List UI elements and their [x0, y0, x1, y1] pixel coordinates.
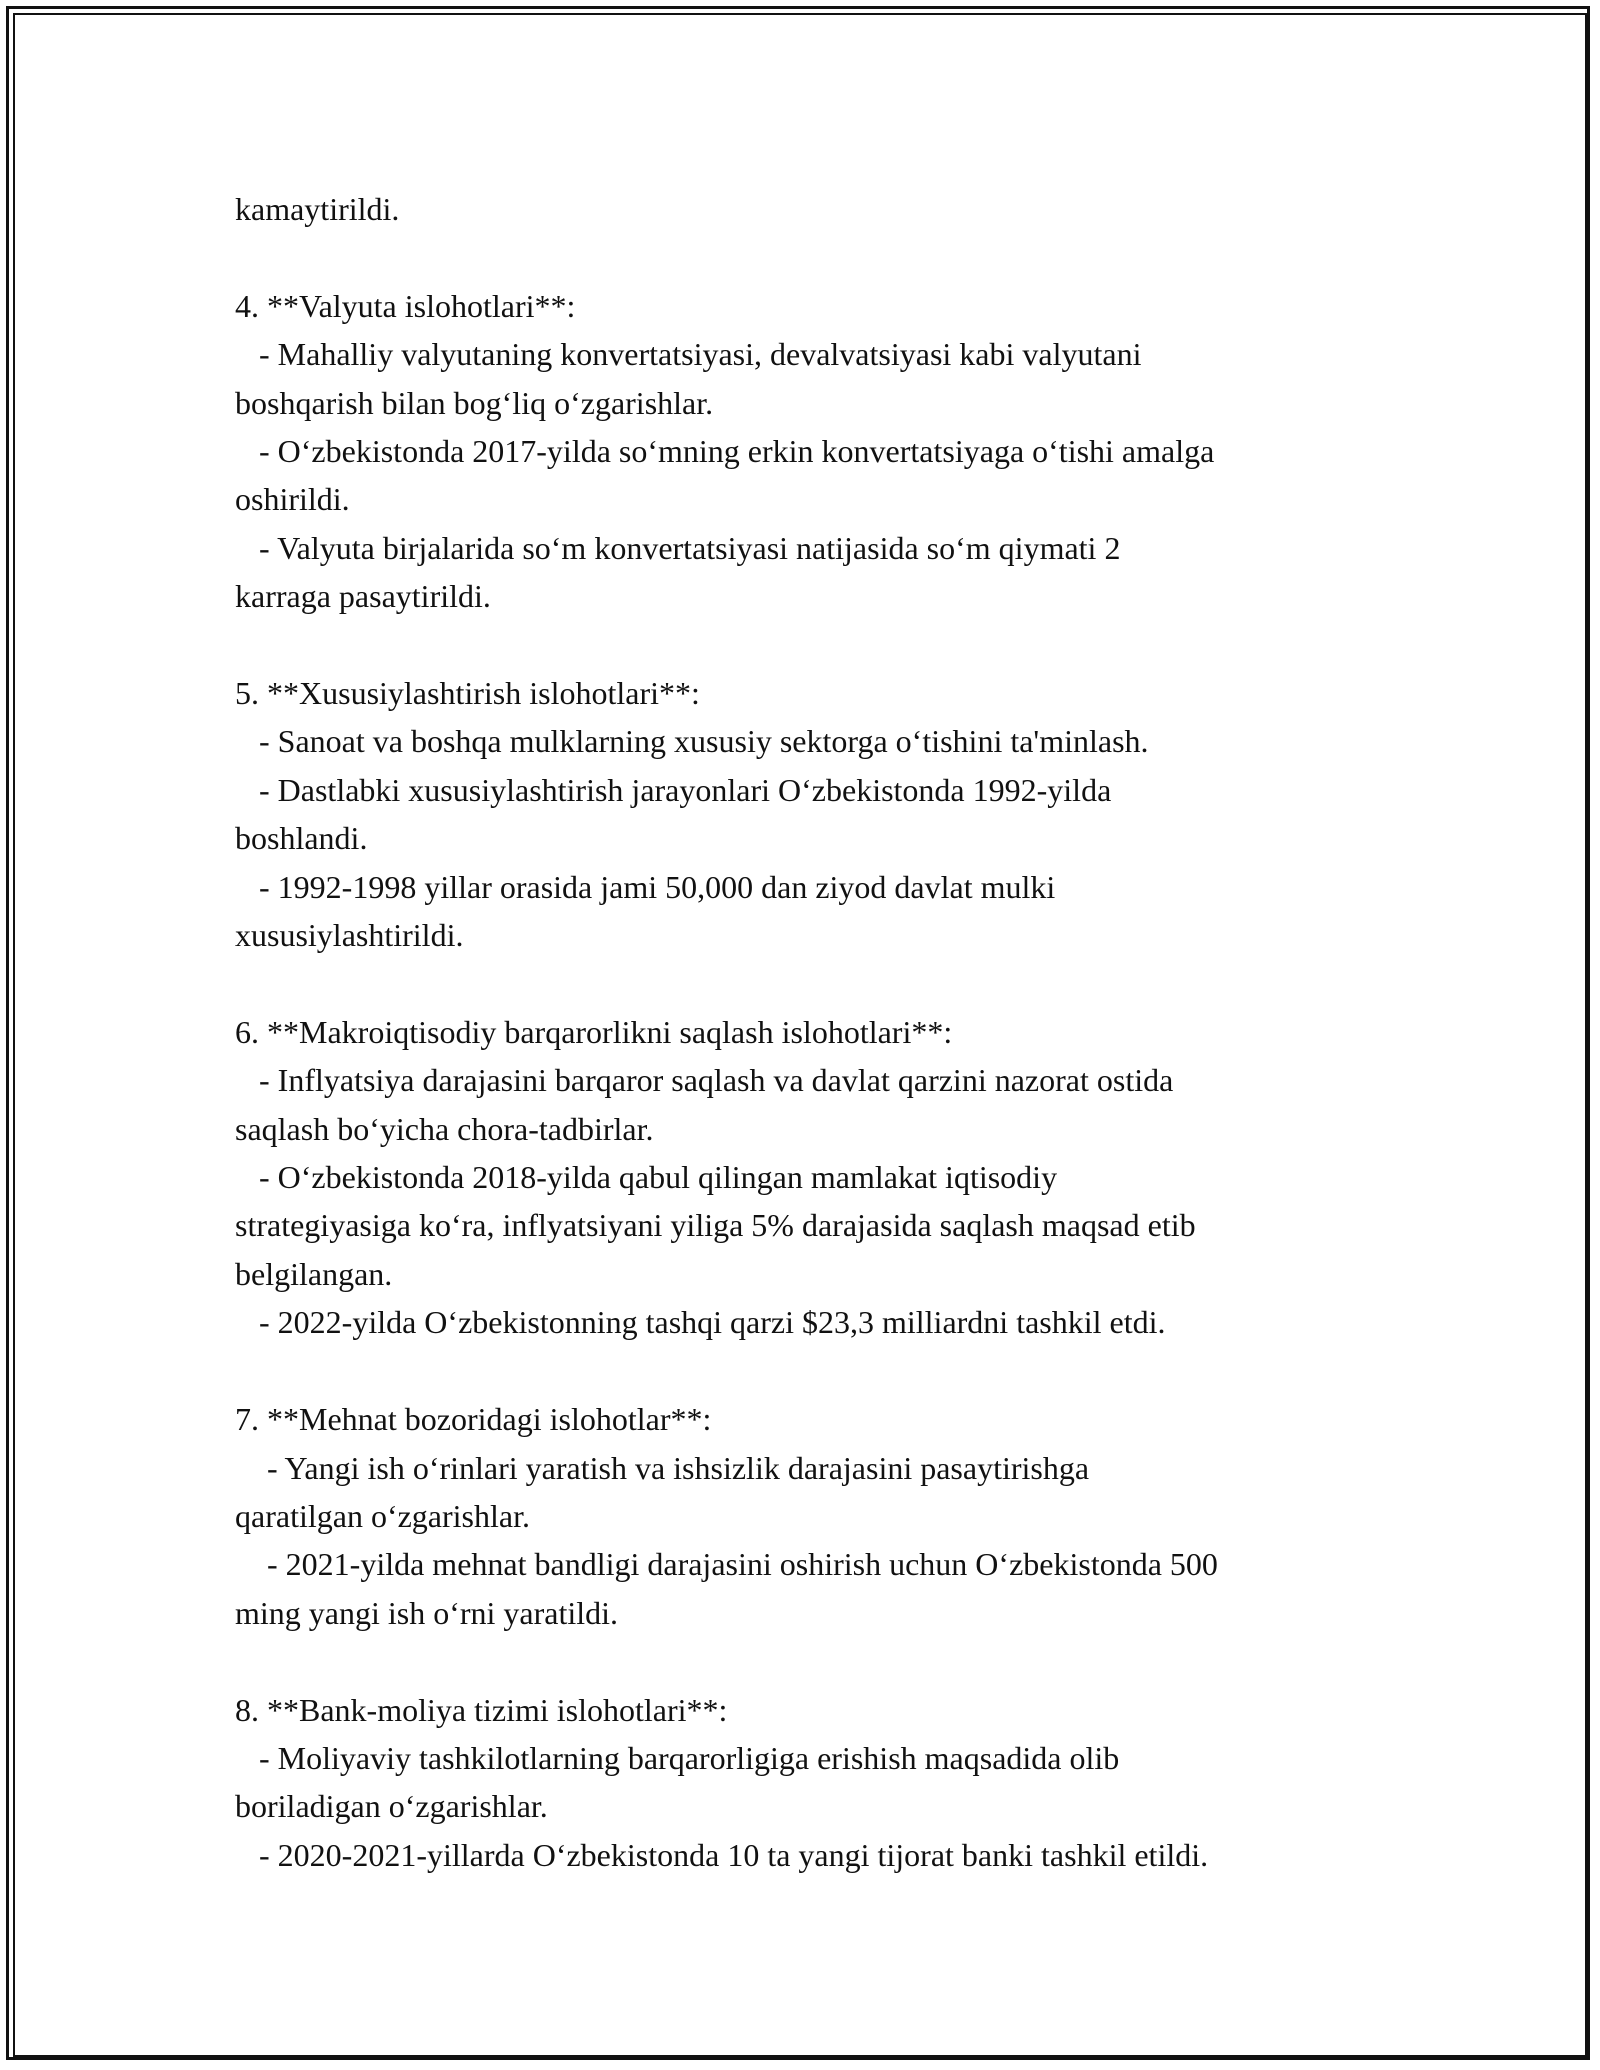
text-line: xususiylashtirildi.	[235, 917, 464, 954]
blank-line	[235, 1637, 1385, 1685]
text-line: qaratilgan o‘zgarishlar.	[235, 1497, 530, 1534]
text-line: - 1992-1998 yillar orasida jami 50,000 dan ziyod davlat mulki	[235, 868, 1056, 905]
text-line: boriladigan o‘zgarishlar.	[235, 1788, 548, 1825]
text-line: - Sanoat va boshqa mulklarning xususiy sektorga o‘tishini ta'minlash.	[235, 723, 1149, 760]
text-line: - 2020-2021-yillarda O‘zbekistonda 10 ta yangi tijorat banki tashkil etildi.	[235, 1836, 1209, 1873]
text-line: - Dastlabki xususiylashtirish jarayonlari O‘zbekistonda 1992-yilda	[235, 771, 1112, 808]
text-line: kamaytirildi.	[235, 191, 400, 227]
text-line: strategiyasiga ko‘ra, inflyatsiyani yiliga 5% darajasida saqlash maqsad etib	[235, 1207, 1196, 1244]
blank-line	[235, 1347, 1385, 1395]
section-heading: 5. **Xususiylashtirish islohotlari**:	[235, 675, 700, 712]
text-line: boshlandi.	[235, 820, 368, 857]
blank-line	[235, 621, 1385, 669]
document-body	[235, 185, 1385, 1879]
text-line: belgilangan.	[235, 1255, 393, 1292]
section-heading: 4. **Valyuta islohotlari**:	[235, 287, 576, 324]
text-line: boshqarish bilan bog‘liq o‘zgarishlar.	[235, 384, 714, 421]
text-line: - Valyuta birjalarida so‘m konvertatsiyasi natijasida so‘m qiymati 2	[235, 529, 1121, 566]
section-heading: 6. **Makroiqtisodiy barqarorlikni saqlash islohotlari**:	[235, 1013, 953, 1050]
text-line: - 2021-yilda mehnat bandligi darajasini oshirish uchun O‘zbekistonda 500	[235, 1546, 1218, 1583]
section-heading: 7. **Mehnat bozoridagi islohotlar**:	[235, 1401, 712, 1438]
text-line: - O‘zbekistonda 2017-yilda so‘mning erkin konvertatsiyaga o‘tishi amalga	[235, 433, 1215, 470]
text-line: - O‘zbekistonda 2018-yilda qabul qilingan mamlakat iqtisodiy	[235, 1159, 1058, 1196]
text-line: - Yangi ish o‘rinlari yaratish va ishsizlik darajasini pasaytirishga	[235, 1449, 1090, 1486]
blank-line	[235, 959, 1385, 1007]
text-line: oshirildi.	[235, 481, 350, 518]
section-heading: 8. **Bank-moliya tizimi islohotlari**:	[235, 1691, 728, 1728]
text-line: - Mahalliy valyutaning konvertatsiyasi, devalvatsiyasi kabi valyutani	[235, 336, 1142, 373]
blank-line	[235, 233, 1385, 281]
text-line: - Inflyatsiya darajasini barqaror saqlash va davlat qarzini nazorat ostida	[235, 1062, 1174, 1099]
text-line: - 2022-yilda O‘zbekistonning tashqi qarzi $23,3 milliardni tashkil etdi.	[235, 1304, 1166, 1341]
text-line: - Moliyaviy tashkilotlarning barqarorligiga erishish maqsadida olib	[235, 1739, 1120, 1776]
text-line: saqlash bo‘yicha chora-tadbirlar.	[235, 1110, 654, 1147]
text-line: karraga pasaytirildi.	[235, 578, 491, 615]
text-line: ming yangi ish o‘rni yaratildi.	[235, 1594, 619, 1631]
